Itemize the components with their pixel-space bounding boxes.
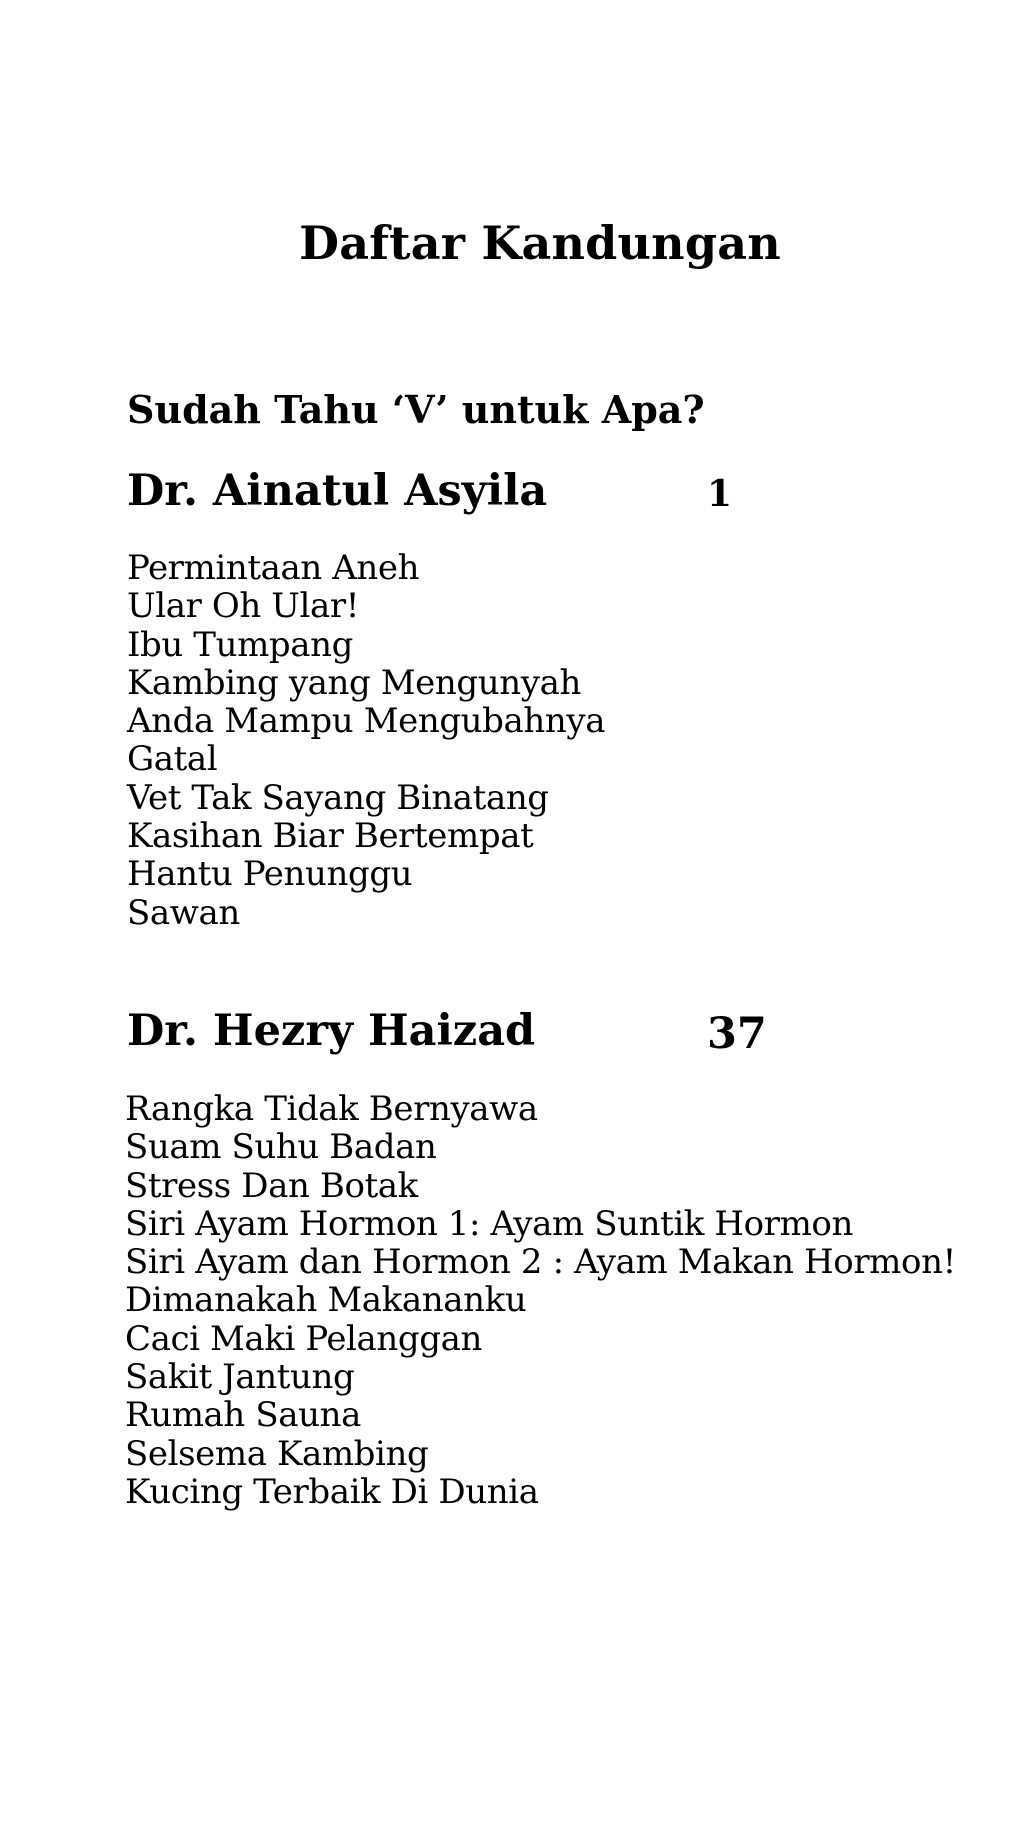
book-subtitle: Sudah Tahu ‘V’ untuk Apa? [127, 387, 705, 432]
toc-entry: Rangka Tidak Bernyawa [125, 1089, 538, 1129]
toc-entry: Selsema Kambing [125, 1433, 429, 1474]
toc-entry-list [125, 1090, 956, 1511]
toc-entry: Permintaan Aneh [127, 548, 420, 588]
toc-section-heading [127, 1004, 767, 1058]
toc-entry: Dimanakah Makananku [125, 1280, 527, 1321]
toc-entry: Anda Mampu Mengubahnya [127, 701, 606, 742]
toc-entry: Siri Ayam Hormon 1: Ayam Suntik Hormon [125, 1203, 854, 1244]
toc-entry: Kambing yang Mengunyah [127, 662, 581, 703]
toc-entry: Caci Maki Pelanggan [125, 1318, 482, 1359]
toc-entry: Gatal [127, 739, 218, 780]
section-page-number: 1 [707, 473, 733, 515]
toc-entry: Kucing Terbaik Di Dunia [125, 1471, 539, 1512]
toc-entry: Kasihan Biar Bertempat [127, 816, 534, 857]
section-page-number: 37 [707, 1009, 767, 1059]
toc-entry: Ibu Tumpang [127, 624, 354, 665]
page-title: Daftar Kandungan [299, 216, 781, 270]
section-author: Dr. Hezry Haizad [127, 1006, 536, 1056]
toc-entry: Sawan [127, 892, 240, 933]
toc-entry: Rumah Sauna [125, 1395, 361, 1436]
toc-entry: Hantu Penunggu [127, 854, 413, 895]
toc-section-heading [127, 464, 767, 518]
section-author: Dr. Ainatul Asyila [127, 466, 548, 516]
toc-entry: Siri Ayam dan Hormon 2 : Ayam Makan Hormon! [125, 1242, 956, 1283]
toc-entry: Ular Oh Ular! [127, 586, 359, 627]
toc-entry: Vet Tak Sayang Binatang [127, 777, 549, 818]
toc-entry-list [127, 549, 605, 932]
toc-entry: Stress Dan Botak [125, 1165, 418, 1206]
toc-entry: Suam Suhu Badan [125, 1127, 437, 1168]
toc-entry: Sakit Jantung [125, 1357, 355, 1398]
